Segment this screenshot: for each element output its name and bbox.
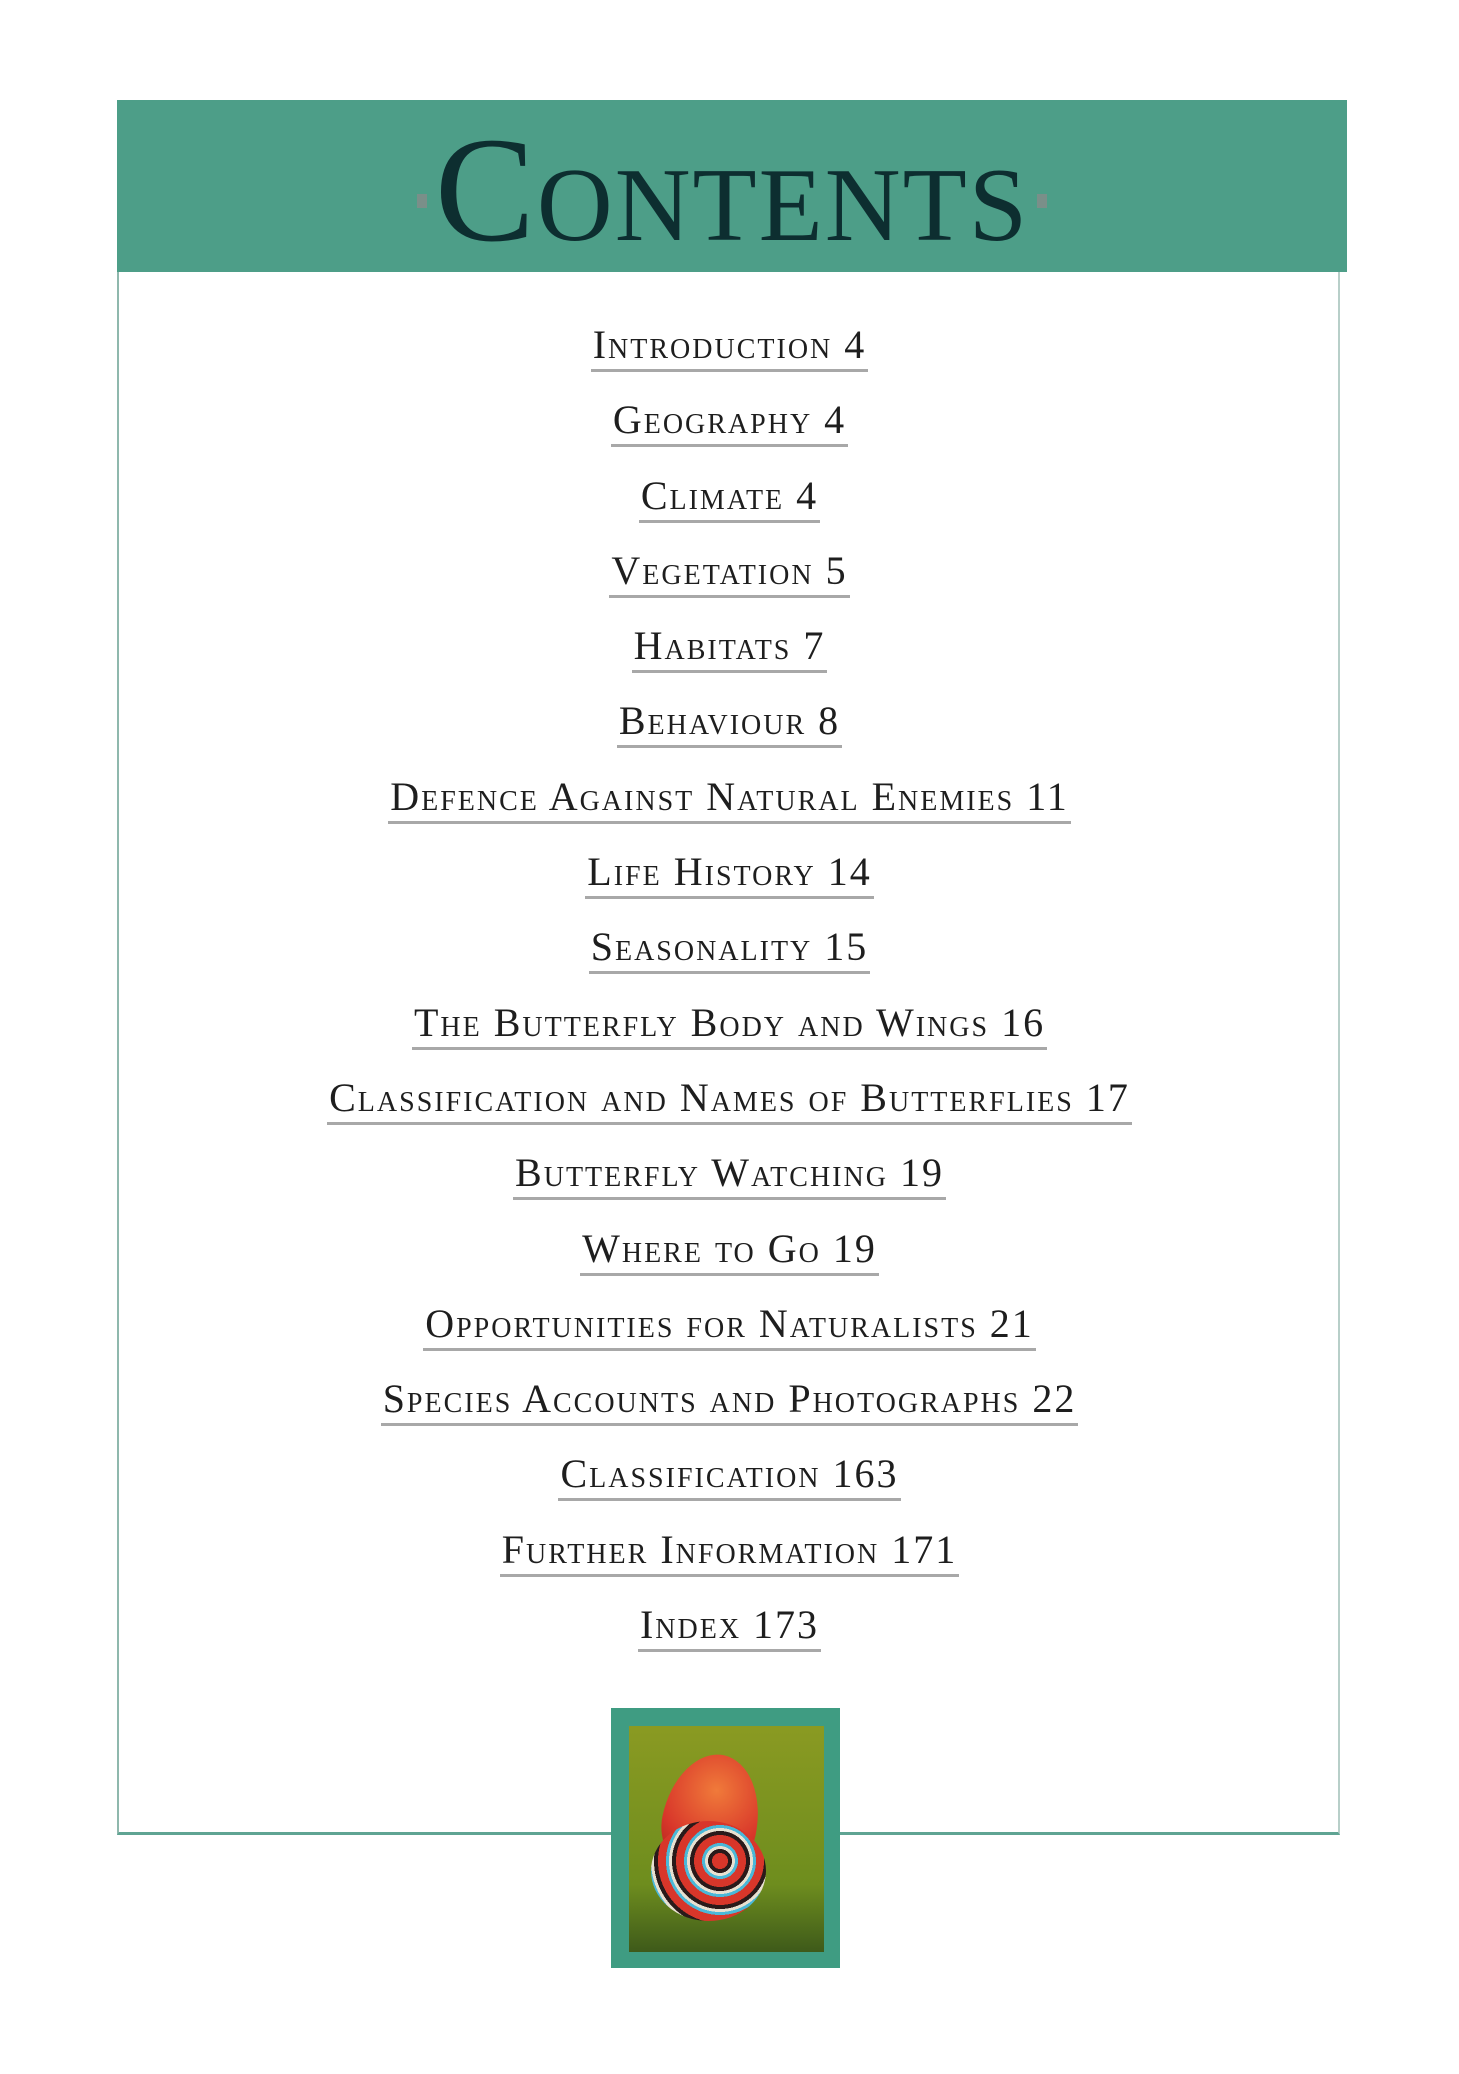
toc-entry-page: 22 <box>1032 1376 1077 1422</box>
toc-entry[interactable] <box>381 1377 1079 1426</box>
toc-entry-title: Seasonality <box>590 924 813 970</box>
toc-entry-page: 19 <box>899 1150 944 1196</box>
toc-entry[interactable] <box>589 925 871 974</box>
toc-entry[interactable] <box>591 323 869 372</box>
toc-row <box>423 1302 1036 1377</box>
toc-entry[interactable] <box>632 624 828 673</box>
toc-entry-title: Habitats <box>633 623 792 669</box>
toc-entry-page: 15 <box>824 924 869 970</box>
toc-row <box>639 474 820 549</box>
toc-row <box>327 1076 1132 1151</box>
toc-entry-page: 16 <box>1001 999 1046 1045</box>
contents-header <box>117 100 1347 272</box>
toc-entry-title: Classification <box>560 1451 821 1497</box>
toc-entry[interactable] <box>580 1227 879 1276</box>
toc-entry-page: 4 <box>824 397 847 443</box>
toc-entry[interactable] <box>611 398 848 447</box>
toc-entry[interactable] <box>638 1603 821 1652</box>
toc-entry-page: 11 <box>1026 773 1069 819</box>
toc-row <box>638 1603 821 1678</box>
toc-entry-page: 14 <box>827 849 872 895</box>
toc-entry[interactable] <box>412 1001 1047 1050</box>
toc-entry-page: 4 <box>844 322 867 367</box>
toc-row <box>381 1377 1079 1452</box>
toc-entry[interactable] <box>617 699 842 748</box>
toc-entry-page: 163 <box>832 1451 899 1497</box>
toc-row <box>500 1528 959 1603</box>
butterfly-image <box>629 1726 824 1952</box>
toc-entry-title: Geography <box>612 397 813 443</box>
toc-row <box>558 1452 900 1527</box>
toc-row <box>632 624 828 699</box>
toc-entry-title: Further Information <box>501 1526 880 1572</box>
square-bullet-icon <box>1037 194 1047 208</box>
butterfly-hindwing <box>651 1821 766 1921</box>
toc-entry[interactable] <box>609 549 849 598</box>
toc-entry[interactable] <box>639 474 820 523</box>
toc-row <box>388 775 1071 850</box>
toc-entry-page: 4 <box>796 472 819 518</box>
toc-entry-title: Life History <box>587 849 816 895</box>
toc-row <box>580 1227 879 1302</box>
toc-row <box>589 925 871 1000</box>
toc-row <box>609 549 849 624</box>
toc-entry[interactable] <box>423 1302 1036 1351</box>
toc-row <box>617 699 842 774</box>
toc-entry-title: Butterfly Watching <box>515 1150 888 1196</box>
square-bullet-icon <box>417 194 427 208</box>
toc-entry-title: Opportunities for Naturalists <box>425 1300 978 1346</box>
toc-entry-page: 7 <box>803 623 826 669</box>
toc-entry[interactable] <box>585 850 873 899</box>
toc-entry-page: 5 <box>825 547 848 593</box>
toc-entry-page: 21 <box>989 1300 1034 1346</box>
toc-row <box>591 323 869 398</box>
page-title: Contents <box>434 107 1030 273</box>
table-of-contents <box>0 323 1459 1678</box>
toc-entry[interactable] <box>327 1076 1132 1125</box>
toc-entry-page: 17 <box>1085 1074 1130 1120</box>
toc-entry-page: 171 <box>891 1526 958 1572</box>
toc-entry-title: Vegetation <box>611 547 814 593</box>
toc-entry-title: The Butterfly Body and Wings <box>413 999 990 1045</box>
toc-entry-page: 173 <box>753 1602 820 1648</box>
toc-entry-title: Where to Go <box>582 1225 821 1271</box>
toc-entry-title: Behaviour <box>618 698 807 744</box>
toc-entry-page: 8 <box>818 698 841 744</box>
toc-entry-title: Climate <box>640 472 785 518</box>
toc-entry-page: 19 <box>832 1225 877 1271</box>
toc-entry-title: Introduction <box>592 322 833 367</box>
toc-entry-title: Defence Against Natural Enemies <box>390 773 1015 819</box>
toc-entry-title: Classification and Names of Butterflies <box>329 1074 1074 1120</box>
toc-row <box>513 1151 946 1226</box>
toc-entry[interactable] <box>388 775 1071 824</box>
toc-entry[interactable] <box>558 1452 900 1501</box>
butterfly-photo <box>611 1708 840 1968</box>
toc-entry-title: Index <box>639 1602 742 1648</box>
toc-entry-title: Species Accounts and Photographs <box>382 1376 1021 1422</box>
toc-entry[interactable] <box>500 1528 959 1577</box>
toc-row <box>412 1001 1047 1076</box>
toc-row <box>611 398 848 473</box>
toc-entry[interactable] <box>513 1151 946 1200</box>
toc-row <box>585 850 873 925</box>
